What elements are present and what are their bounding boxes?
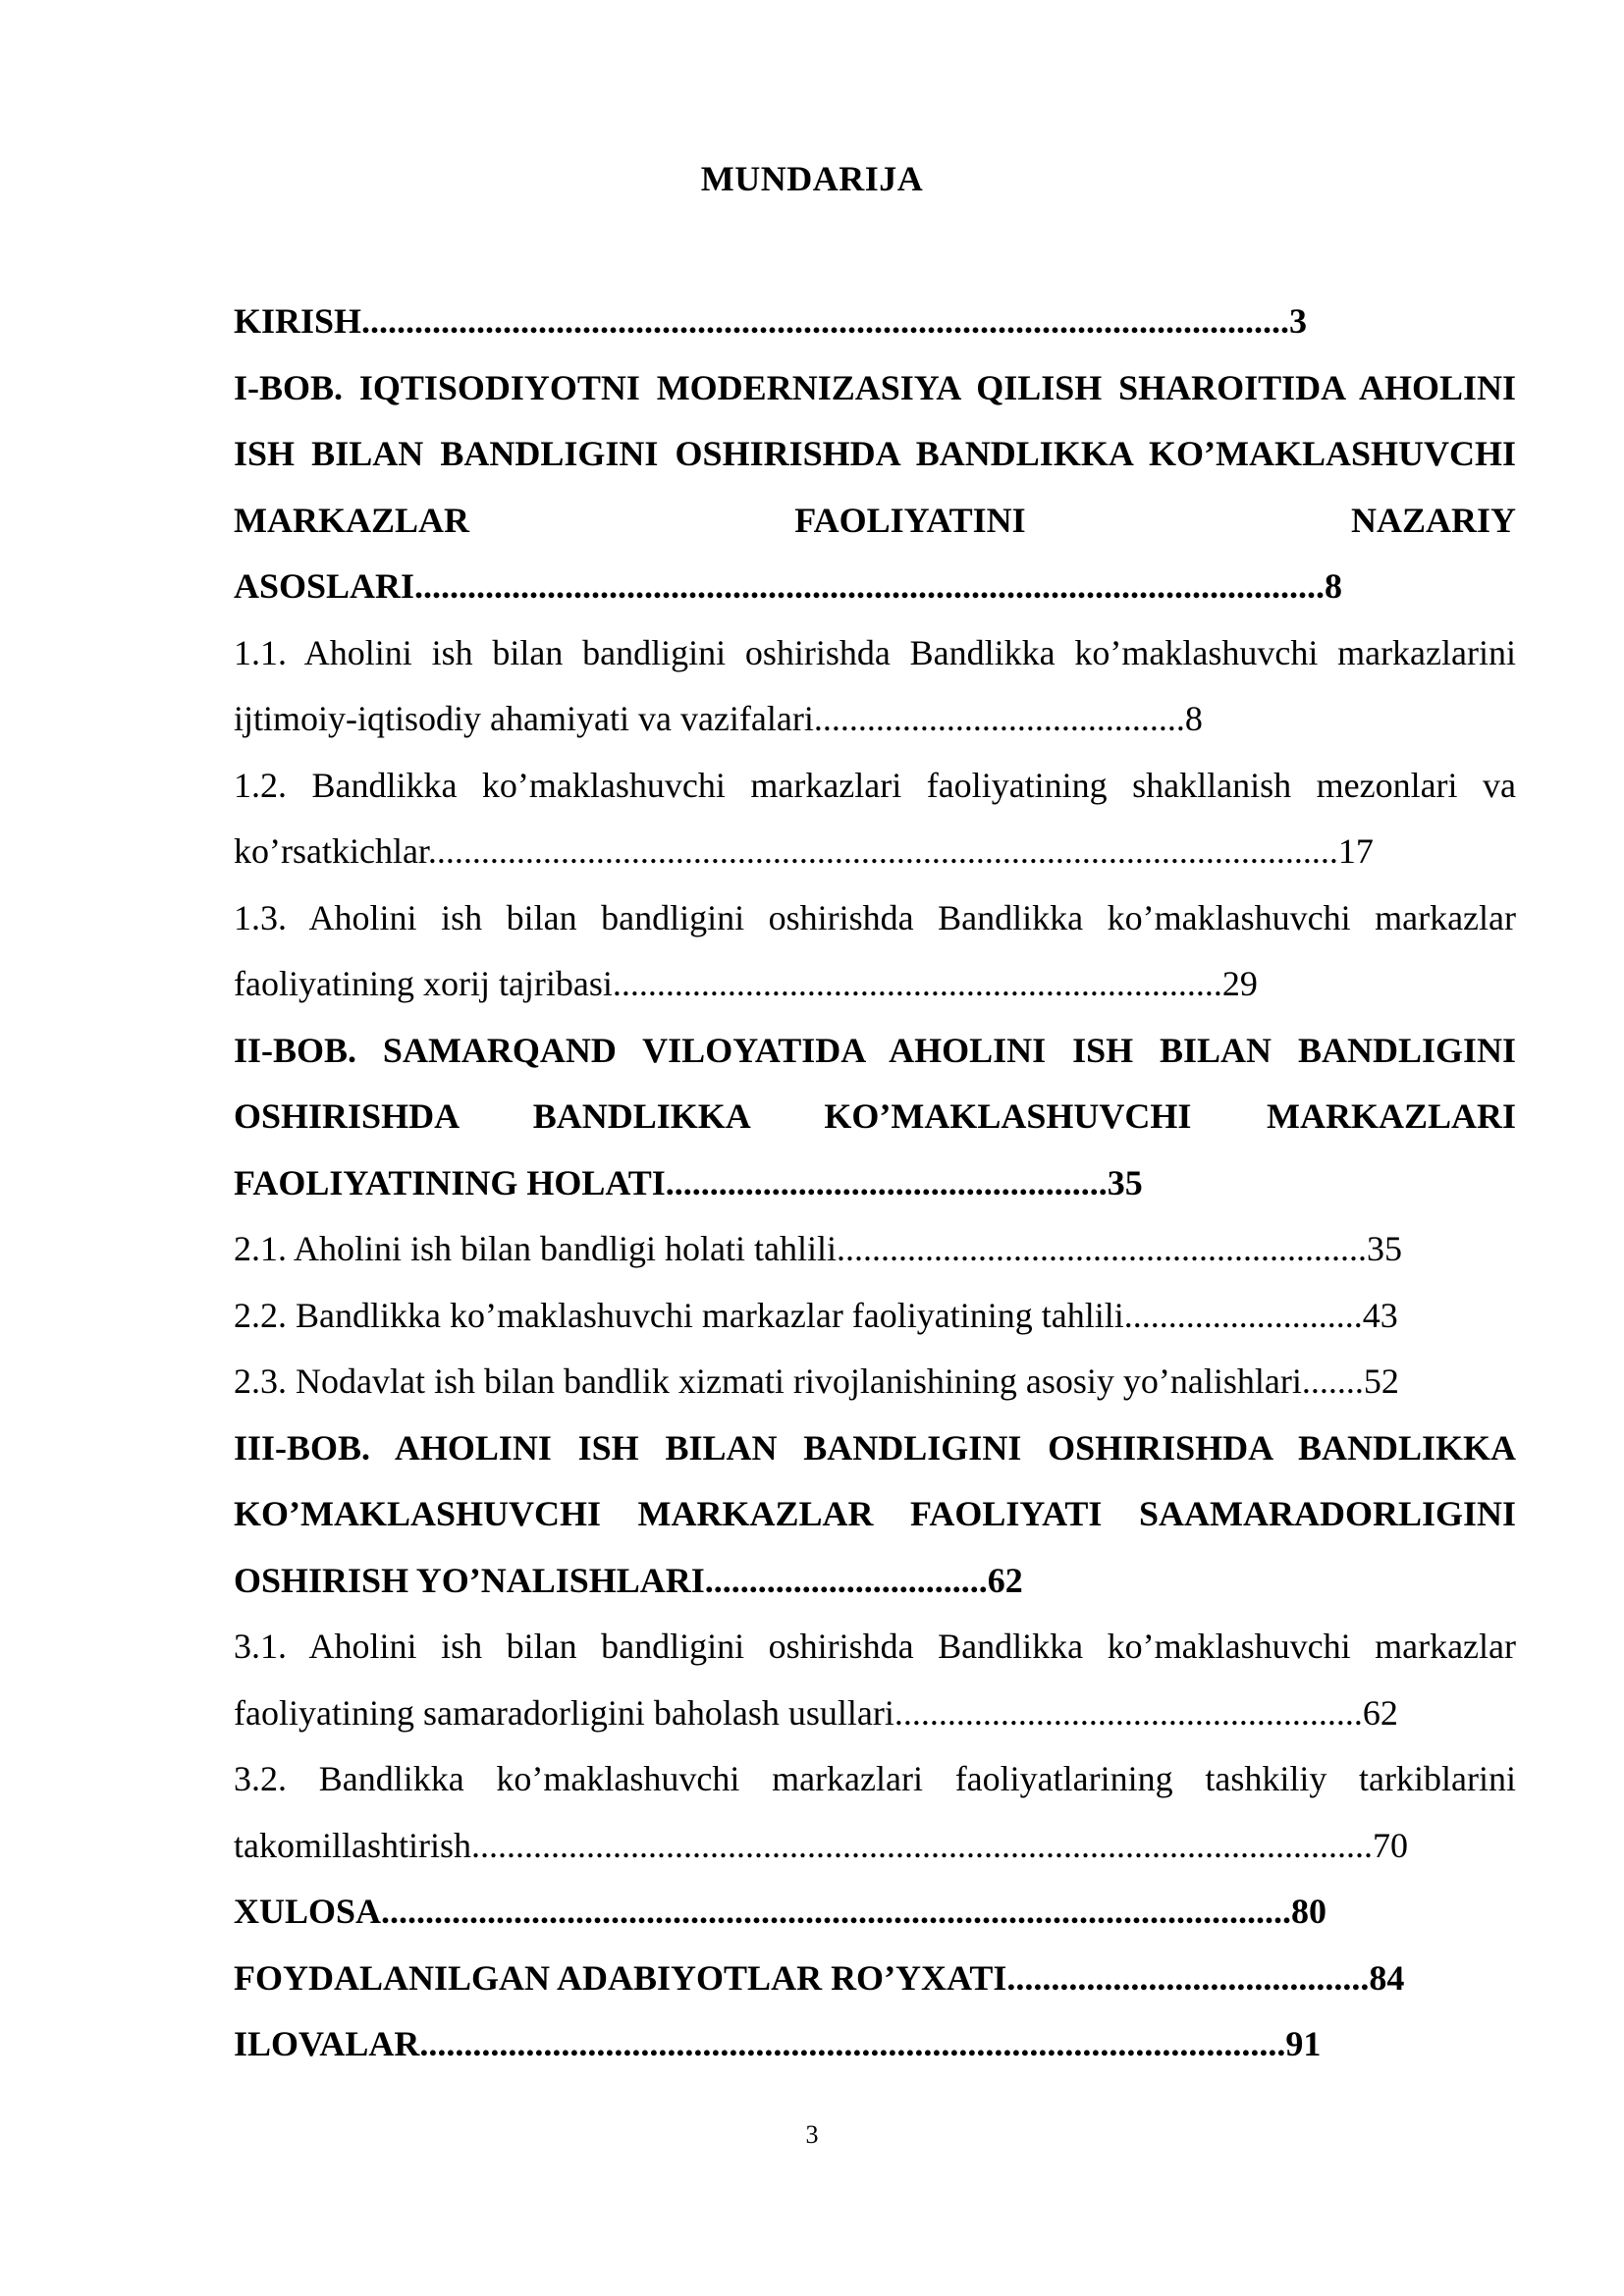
- toc-entry-section-1-1[interactable]: 1.1. Aholini ish bilan bandligini oshirishda Bandlikka ko’maklashuvchi markazlarini ijtimoiy-iqtisodiy ahamiyati va vazifalari..........................................8: [234, 632, 1516, 738]
- toc-entry-section-3-2[interactable]: 3.2. Bandlikka ko’maklashuvchi markazlari faoliyatlarining tashkiliy tarkiblarini takomillashtirish......................................................................................................70: [234, 1759, 1516, 1865]
- toc-entry-kirish[interactable]: KIRISH.........................................................................................................3: [234, 301, 1308, 341]
- toc-entry-chapter-3[interactable]: III-BOB. AHOLINI ISH BILAN BANDLIGINI OSHIRISHDA BANDLIKKA KO’MAKLASHUVCHI MARKAZLAR FAOLIYATI SAAMARADORLIGINI OSHIRISH YO’NALISHLARI................................62: [234, 1427, 1516, 1600]
- toc-entry-section-2-3[interactable]: 2.3. Nodavlat ish bilan bandlik xizmati rivojlanishining asosiy yo’nalishlari.......52: [234, 1362, 1399, 1401]
- toc-entry-xulosa[interactable]: XULOSA.......................................................................................................80: [234, 1892, 1327, 1931]
- table-of-contents: [234, 289, 1516, 2078]
- page-number: 3: [805, 2120, 819, 2149]
- toc-entry-section-1-3[interactable]: 1.3. Aholini ish bilan bandligini oshirishda Bandlikka ko’maklashuvchi markazlar faoliyatining xorij tajribasi.....................................................................29: [234, 897, 1516, 1003]
- toc-entry-section-1-2[interactable]: 1.2. Bandlikka ko’maklashuvchi markazlari faoliyatining shakllanish mezonlari va ko’rsatkichlar.......................................................................................................17: [234, 765, 1516, 871]
- toc-entry-section-3-1[interactable]: 3.1. Aholini ish bilan bandligini oshirishda Bandlikka ko’maklashuvchi markazlar faoliyatining samaradorligini baholash usullari.....................................................62: [234, 1627, 1516, 1733]
- toc-entry-chapter-1[interactable]: I-BOB. IQTISODIYOTNI MODERNIZASIYA QILISH SHAROITIDA AHOLINI ISH BILAN BANDLIGINI OSHIRISHDA BANDLIKKA KO’MAKLASHUVCHI MARKAZLAR FAOLIYATINI NAZARIY ASOSLARI.......................................................................................................8: [234, 367, 1516, 606]
- page-title: MUNDARIJA: [700, 159, 924, 198]
- toc-entry-section-2-1[interactable]: 2.1. Aholini ish bilan bandligi holati tahlili............................................................35: [234, 1229, 1402, 1268]
- toc-entry-chapter-2[interactable]: II-BOB. SAMARQAND VILOYATIDA AHOLINI ISH BILAN BANDLIGINI OSHIRISHDA BANDLIKKA KO’MAKLASHUVCHI MARKAZLARI FAOLIYATINING HOLATI..................................................35: [234, 1030, 1516, 1202]
- toc-entry-references[interactable]: FOYDALANILGAN ADABIYOTLAR RO’YXATI.........................................84: [234, 1957, 1405, 1998]
- toc-entry-section-2-2[interactable]: 2.2. Bandlikka ko’maklashuvchi markazlar faoliyatining tahlili...........................43: [234, 1295, 1398, 1335]
- toc-entry-appendices[interactable]: ILOVALAR..................................................................................................91: [234, 2024, 1322, 2063]
